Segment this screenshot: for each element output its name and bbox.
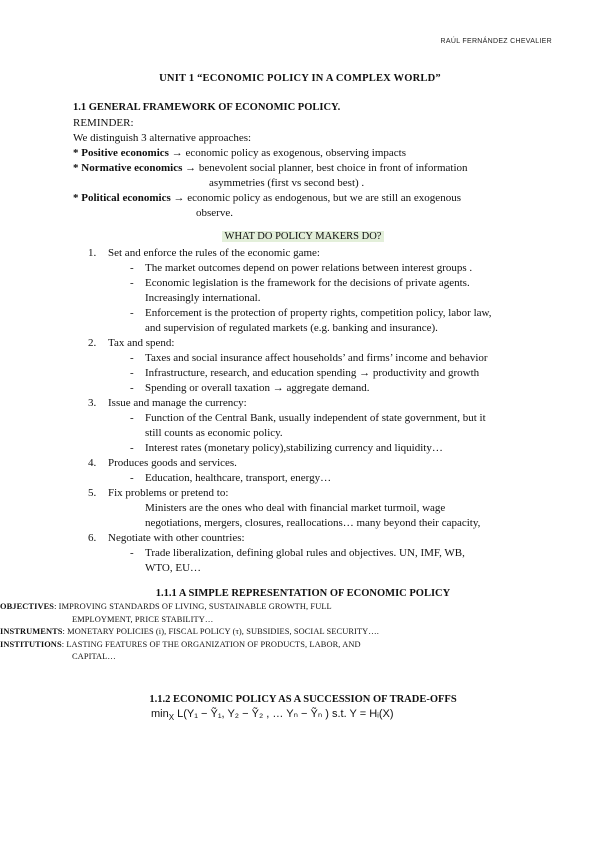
approach-political [73, 191, 533, 221]
formula-body: L(Y₁ − Ỹ₁, Y₂ − Ỹ₂ , … Yₙ − Ỹₙ ) s.t. Y = Hᵢ(X) [177, 707, 394, 720]
sub-item: - Interest rates (monetary policy),stabilizing currency and liquidity… [130, 442, 443, 454]
approach-label: * Political economics [73, 192, 171, 204]
policy-item-3 [73, 396, 533, 456]
sub-item: - Function of the Central Bank, usually independent of state government, but it still counts as economic policy. [130, 412, 486, 439]
sub-item: - Taxes and social insurance affect households’ and firms’ income and behavior [130, 352, 488, 364]
sub-item: - Spending or overall taxation → aggregate demand. [130, 382, 370, 394]
sub-item: - Infrastructure, research, and education spending → productivity and growth [130, 367, 480, 379]
item-title: Set and enforce the rules of the economic game: [108, 247, 320, 259]
reminder-label: REMINDER: [73, 117, 134, 129]
approach-text-cont: asymmetries (first vs second best) . [209, 177, 365, 189]
optimization-formula [73, 707, 533, 725]
approach-text: → economic policy as exogenous, observing impacts [168, 147, 406, 159]
formula-min: min [151, 707, 169, 720]
approach-positive [73, 146, 533, 161]
item-number: 3. [88, 397, 97, 409]
approach-text: → economic policy as endogenous, but we are still an exogenous [170, 192, 461, 204]
plain-text: Ministers are the ones who deal with financial market turmoil, wage [145, 502, 446, 514]
approach-text: → benevolent social planner, best choice in front of information [182, 162, 468, 174]
definition-term: OBJECTIVES [0, 602, 55, 611]
definition-text: : IMPROVING STANDARDS OF LIVING, SUSTAINABLE GROWTH, FULL [54, 602, 332, 611]
definition-institutions [0, 639, 560, 664]
approach-text-cont: observe. [196, 207, 233, 219]
definition-text: : LASTING FEATURES OF THE ORGANIZATION OF PRODUCTS, LABOR, AND [61, 639, 361, 649]
definition-objectives [0, 601, 560, 626]
item-title: Negotiate with other countries: [108, 532, 245, 544]
definition-text: : MONETARY POLICIES (i), FISCAL POLICY (τ), SUBSIDIES, SOCIAL SECURITY…. [62, 627, 379, 636]
policy-list [73, 246, 533, 576]
definition-text-cont: CAPITAL… [72, 652, 116, 661]
sub-item: - Education, healthcare, transport, energy… [130, 472, 332, 484]
definitions-block [0, 601, 560, 664]
policy-makers-heading: WHAT DO POLICY MAKERS DO? [222, 231, 385, 242]
item-title: Tax and spend: [108, 337, 175, 349]
formula-subscript: X [168, 712, 175, 722]
item-number: 5. [88, 487, 97, 499]
approach-label: * Positive economics [73, 147, 169, 159]
sub-item: - Enforcement is the protection of property rights, competition policy, labor law, and supervision of regulated markets (e.g. banking and insurance). [130, 307, 492, 334]
item-number: 2. [88, 337, 97, 349]
section-heading-1-1-2: 1.1.2 ECONOMIC POLICY AS A SUCCESSION OF TRADE-OFFS [149, 693, 457, 705]
definition-instruments [0, 626, 560, 639]
sub-item: - Economic legislation is the framework for the decisions of private agents. Increasingly international. [130, 277, 470, 304]
sub-item: - Trade liberalization, defining global rules and objectives. UN, IMF, WB, WTO, EU… [130, 547, 465, 574]
definition-term: INSTRUMENTS [0, 627, 63, 636]
item-number: 1. [88, 247, 97, 259]
definition-term: INSTITUTIONS [0, 639, 62, 649]
policy-item-1 [73, 246, 533, 336]
sub-item: - The market outcomes depend on power relations between interest groups . [130, 262, 473, 274]
item-number: 6. [88, 532, 97, 544]
approach-normative [73, 161, 533, 191]
policy-item-5 [73, 486, 533, 531]
approaches-intro: We distinguish 3 alternative approaches: [73, 132, 252, 144]
author-header: RAÚL FERNÁNDEZ CHEVALIER [440, 38, 552, 45]
approach-label: * Normative economics [73, 162, 183, 174]
policy-item-6 [73, 531, 533, 576]
section-heading-1-1-1: 1.1.1 A SIMPLE REPRESENTATION OF ECONOMIC POLICY [155, 588, 451, 599]
unit-title: UNIT 1 “ECONOMIC POLICY IN A COMPLEX WORLD” [159, 73, 441, 84]
plain-text: negotiations, mergers, closures, reallocations… many beyond their capacity, [145, 517, 481, 529]
item-title: Issue and manage the currency: [108, 397, 247, 409]
item-title: Produces goods and services. [108, 457, 237, 469]
item-title: Fix problems or pretend to: [108, 487, 229, 499]
item-number: 4. [88, 457, 97, 469]
definition-text-cont: EMPLOYMENT, PRICE STABILITY… [72, 614, 214, 624]
policy-item-2 [73, 336, 533, 396]
policy-item-4 [73, 456, 533, 486]
section-heading-1-1: 1.1 GENERAL FRAMEWORK OF ECONOMIC POLICY. [73, 102, 341, 113]
document-body [0, 100, 533, 725]
